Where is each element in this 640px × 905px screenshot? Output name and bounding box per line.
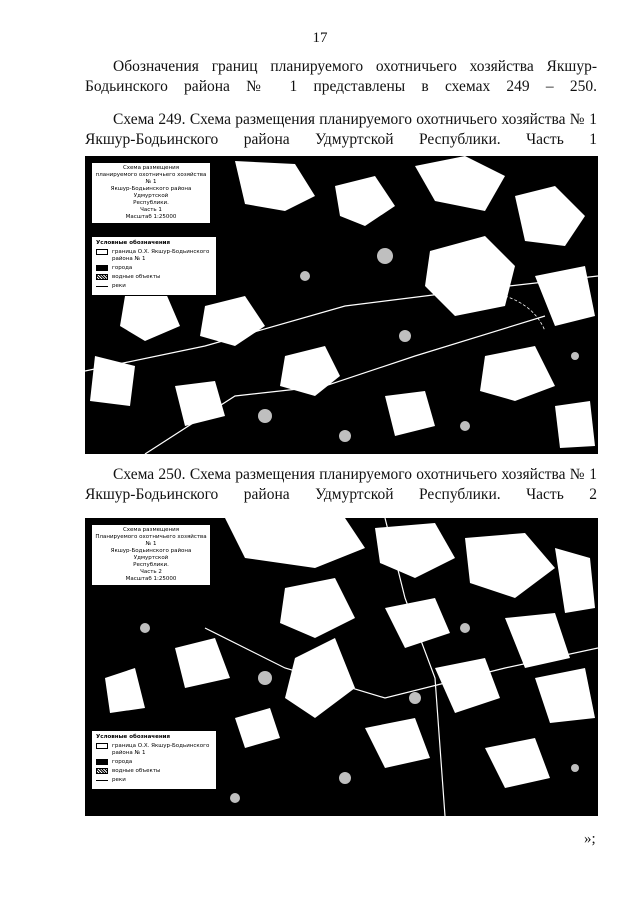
legend-item-water: [96, 274, 212, 281]
water-swatch-icon: [96, 768, 108, 774]
legend-label: водные объекты: [112, 274, 161, 280]
legend-label: граница О.Х. Якшур-Бодьинского района № 1: [112, 743, 210, 756]
map-1-scale: Масштаб 1:25000: [125, 214, 177, 220]
map-1-title-line: планируемого охотничьего хозяйства № 1: [95, 172, 207, 185]
legend-label: реки: [112, 777, 126, 783]
legend-label: водные объекты: [112, 768, 161, 774]
map-2-title-line: Якшур-Бодьинского района Удмуртской: [110, 548, 192, 561]
map-2-title-line: Республики.: [133, 562, 169, 568]
caption-scheme-249: Схема 249. Схема размещения планируемого охотничьего хозяйства № 1 Якшур-Бодьинского района Удмуртской Республики. Часть 1: [85, 111, 597, 148]
map-2-legend-title: Условные обозначения: [96, 734, 171, 740]
legend-item-cities: [96, 759, 212, 766]
city-swatch-icon: [96, 759, 108, 765]
river-swatch-icon: [96, 780, 108, 781]
map-1-title-line: Республики.: [133, 200, 169, 206]
river-swatch-icon: [96, 286, 108, 287]
border-swatch-icon: [96, 743, 108, 749]
legend-item-rivers: [96, 777, 212, 784]
legend-item-water: [96, 768, 212, 775]
water-swatch-icon: [96, 274, 108, 280]
map-2-title-line: Схема размещения: [122, 527, 180, 533]
map-1-title-line: Часть 1: [140, 207, 162, 213]
border-swatch-icon: [96, 249, 108, 255]
legend-item-border: [96, 249, 212, 263]
legend-item-cities: [96, 265, 212, 272]
legend-label: города: [112, 759, 133, 765]
map-2-scale: Масштаб 1:25000: [125, 576, 177, 582]
legend-label: граница О.Х. Якшур-Бодьинского района № 1: [112, 249, 210, 262]
map-1-title-box: [91, 162, 211, 224]
legend-item-border: [96, 743, 212, 757]
legend-item-rivers: [96, 283, 212, 290]
legend-label: города: [112, 265, 133, 271]
map-2-legend: [91, 730, 217, 790]
map-2-title-box: [91, 524, 211, 586]
map-1-legend: [91, 236, 217, 296]
caption-scheme-250: Схема 250. Схема размещения планируемого охотничьего хозяйства № 1 Якшур-Бодьинского района Удмуртской Республики. Часть 2: [85, 466, 597, 503]
map-2-title-line: Планируемого охотничьего хозяйства № 1: [95, 534, 207, 547]
map-scheme-250: [85, 518, 598, 816]
page-number: 17: [312, 30, 328, 46]
city-swatch-icon: [96, 265, 108, 271]
map-1-title-line: Схема размещения: [122, 165, 180, 171]
map-1-legend-title: Условные обозначения: [96, 240, 171, 246]
closing-quote: »;: [584, 831, 596, 847]
intro-paragraph: Обозначения границ планируемого охотничьего хозяйства Якшур-Бодьинского района № 1 представлены в схемах 249 – 250.: [85, 58, 597, 95]
legend-label: реки: [112, 283, 126, 289]
map-2-title-line: Часть 2: [140, 569, 162, 575]
map-1-title-line: Якшур-Бодьинского района Удмуртской: [110, 186, 192, 199]
map-scheme-249: [85, 156, 598, 454]
